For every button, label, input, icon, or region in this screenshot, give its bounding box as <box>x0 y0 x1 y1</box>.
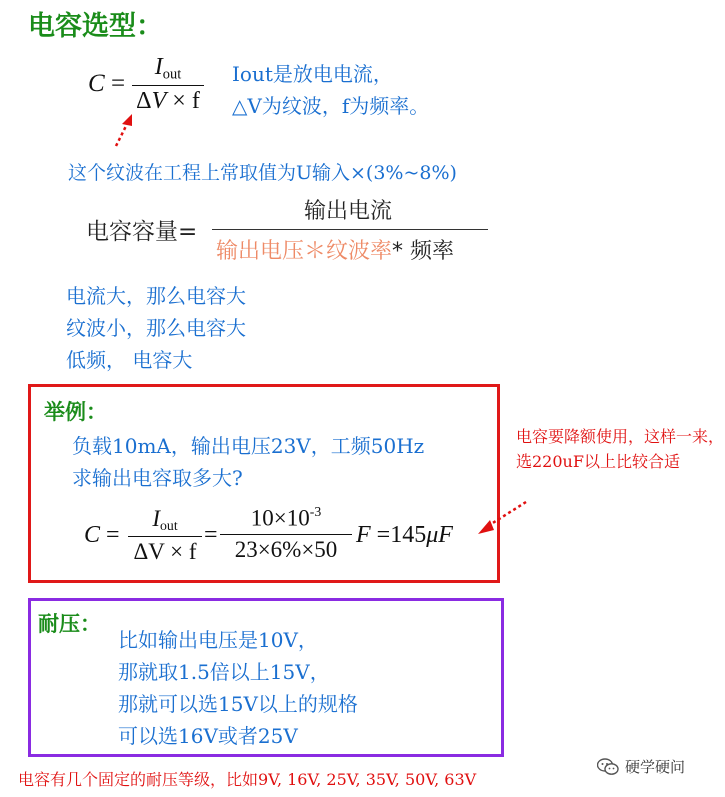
capacitance-denominator <box>216 234 454 265</box>
pointer-arrow-icon <box>108 112 138 148</box>
formula1-fraction <box>132 54 204 115</box>
example-line: 求输出电容取多大? <box>72 466 243 490</box>
capacitance-den-part1: 输出电压＊纹波率 <box>216 239 393 264</box>
capacitance-den-star: * <box>392 239 404 264</box>
derating-note: 电容要降额使用，这样一来，选220uF以上比较合适 <box>516 427 725 471</box>
formula2-lhs: C = <box>84 522 120 548</box>
side-note-arrow-icon <box>470 498 530 538</box>
wechat-icon <box>597 758 619 776</box>
formula1-eq: = <box>110 70 126 97</box>
formula2-fraction2 <box>220 504 352 563</box>
note-iout: Iout是放电电流， <box>232 62 393 86</box>
capacitance-label: 电容容量= <box>86 219 198 245</box>
rule-item: 低频， 电容大 <box>66 348 193 372</box>
voltage-title: 耐压： <box>38 611 101 636</box>
voltage-line: 可以选16V或者25V <box>118 724 298 748</box>
voltage-line: 比如输出电压是10V， <box>118 628 318 652</box>
formula2-denominator1: ΔV × f <box>133 539 197 565</box>
watermark <box>597 756 685 777</box>
formula2-numerator2: $10\times 10^{-3}$ <box>220 504 352 535</box>
formula2-fraction1 <box>128 506 202 565</box>
voltage-line: 那就可以选15V以上的规格 <box>118 692 358 716</box>
rule-item: 纹波小，那么电容大 <box>66 316 246 340</box>
formula1-c: C <box>88 70 105 97</box>
example-line: 负载10mA，输出电压23V，工频50Hz <box>72 434 425 458</box>
formula2-result: F =145μF <box>356 522 453 548</box>
formula1-numerator: $I_{out}$ <box>132 54 204 86</box>
watermark-text: 硬学硬问 <box>625 758 686 776</box>
example-title: 举例： <box>44 399 107 424</box>
formula1-lhs <box>88 70 125 98</box>
ripple-line: 这个纹波在工程上常取值为U输入×(3%~8%) <box>68 162 457 184</box>
capacitance-numerator: 输出电流 <box>304 199 393 224</box>
formula2-denominator2: 23×6%×50 <box>234 536 338 562</box>
formula2-eq2: = <box>204 522 218 548</box>
note-delta-v: △V为纹波，f为频率。 <box>232 94 430 118</box>
voltage-line: 那就取1.5倍以上15V， <box>118 660 330 684</box>
capacitance-den-part2: 频率 <box>403 239 455 264</box>
formula2-numerator1: $I_{out}$ <box>128 506 202 537</box>
fraction-divider <box>212 229 488 230</box>
footer-note: 电容有几个固定的耐压等级，比如9V, 16V, 25V, 35V, 50V, 63V <box>18 770 477 789</box>
page-title: 电容选型： <box>28 11 163 42</box>
formula1-denominator: ΔV × f <box>136 88 200 115</box>
rule-item: 电流大，那么电容大 <box>66 284 246 308</box>
